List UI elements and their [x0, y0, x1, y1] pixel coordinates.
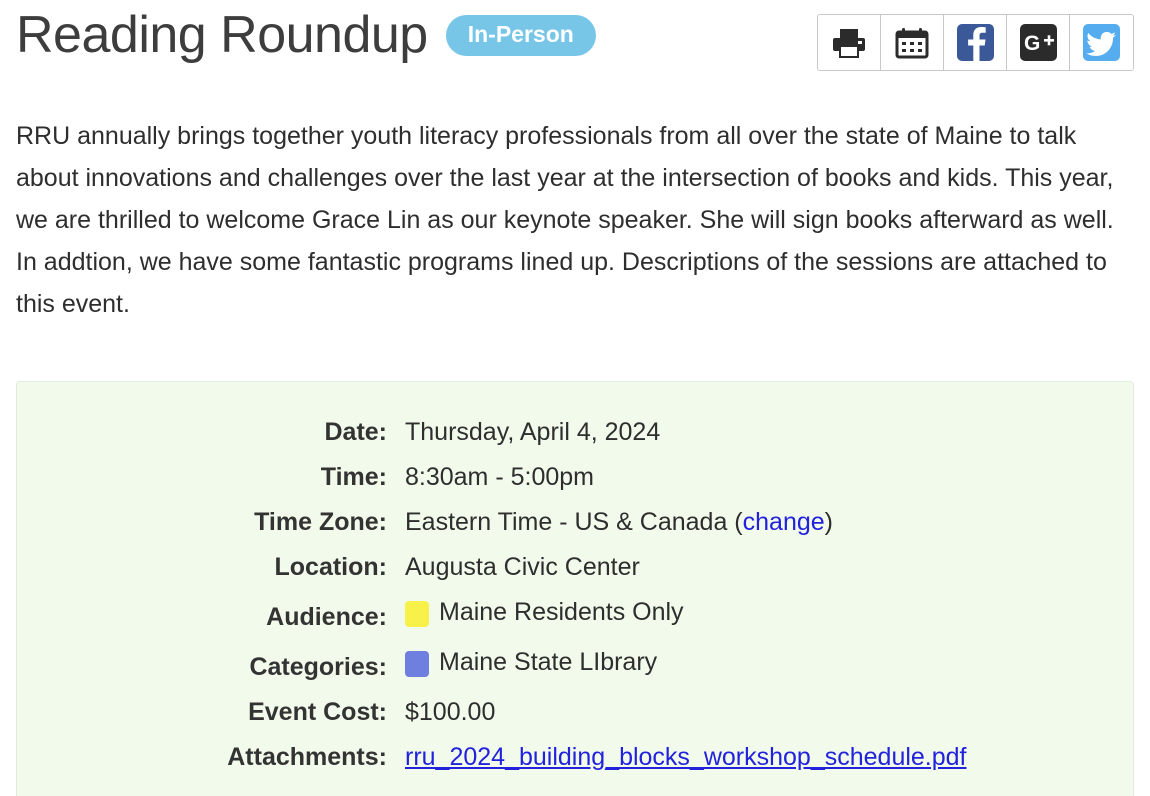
print-icon [831, 27, 867, 59]
share-toolbar [817, 14, 1134, 71]
cost-value: $100.00 [405, 698, 496, 726]
time-value: 8:30am - 5:00pm [405, 463, 594, 491]
google-plus-share-button[interactable] [1007, 15, 1070, 70]
audience-text: Maine Residents Only [439, 598, 684, 626]
change-timezone-link[interactable]: change [742, 508, 825, 536]
facebook-icon [957, 24, 994, 61]
twitter-icon [1083, 24, 1120, 61]
date-label: Date: [324, 418, 387, 446]
time-label: Time: [320, 463, 387, 491]
google-plus-icon [1020, 24, 1057, 61]
svg-text:G: G [1023, 32, 1040, 55]
audience-value [405, 592, 684, 632]
calendar-icon [895, 27, 929, 59]
categories-label: Categories: [249, 653, 387, 681]
title-group [16, 8, 817, 63]
location-value: Augusta Civic Center [405, 553, 640, 581]
location-label: Location: [274, 553, 387, 581]
print-button[interactable] [818, 15, 881, 70]
detail-row-audience [17, 592, 1133, 637]
cost-label: Event Cost: [248, 698, 387, 726]
timezone-label: Time Zone: [254, 508, 387, 536]
add-to-calendar-button[interactable] [881, 15, 944, 70]
detail-row-categories [17, 642, 1133, 687]
categories-color-swatch [405, 651, 429, 677]
event-description: RRU annually brings together youth literacy professionals from all over the state of Maine to talk about innovations and challenges over the last year at the intersection of books and kids. This year, we are thrilled to welcome Grace Lin as our keynote speaker. She will sign books afterward as well. In addtion, we have some fantastic programs lined up. Descriptions of the sessions are attached to this event. [16, 122, 1114, 318]
event-details-panel [16, 381, 1134, 796]
page-title: Reading Roundup [16, 6, 428, 64]
audience-label: Audience: [266, 603, 387, 631]
timezone-value [405, 502, 833, 542]
date-value: Thursday, April 4, 2024 [405, 418, 661, 446]
page-header [16, 0, 1134, 71]
detail-row-date [17, 412, 1133, 452]
twitter-share-button[interactable] [1070, 15, 1133, 70]
facebook-share-button[interactable] [944, 15, 1007, 70]
detail-row-time [17, 457, 1133, 497]
event-format-badge: In-Person [446, 15, 596, 56]
timezone-text-suffix: ) [824, 508, 833, 536]
audience-color-swatch [405, 601, 429, 627]
timezone-text: Eastern Time - US & Canada ( [405, 508, 743, 536]
detail-row-cost [17, 692, 1133, 732]
categories-value [405, 642, 657, 682]
attachment-link[interactable]: rru_2024_building_blocks_workshop_schedule.pdf [405, 743, 967, 771]
categories-text: Maine State LIbrary [439, 648, 658, 676]
attachments-value [405, 737, 967, 777]
detail-row-attachments [17, 737, 1133, 777]
attachments-label: Attachments: [227, 743, 387, 771]
detail-row-timezone [17, 502, 1133, 542]
detail-row-location [17, 547, 1133, 587]
